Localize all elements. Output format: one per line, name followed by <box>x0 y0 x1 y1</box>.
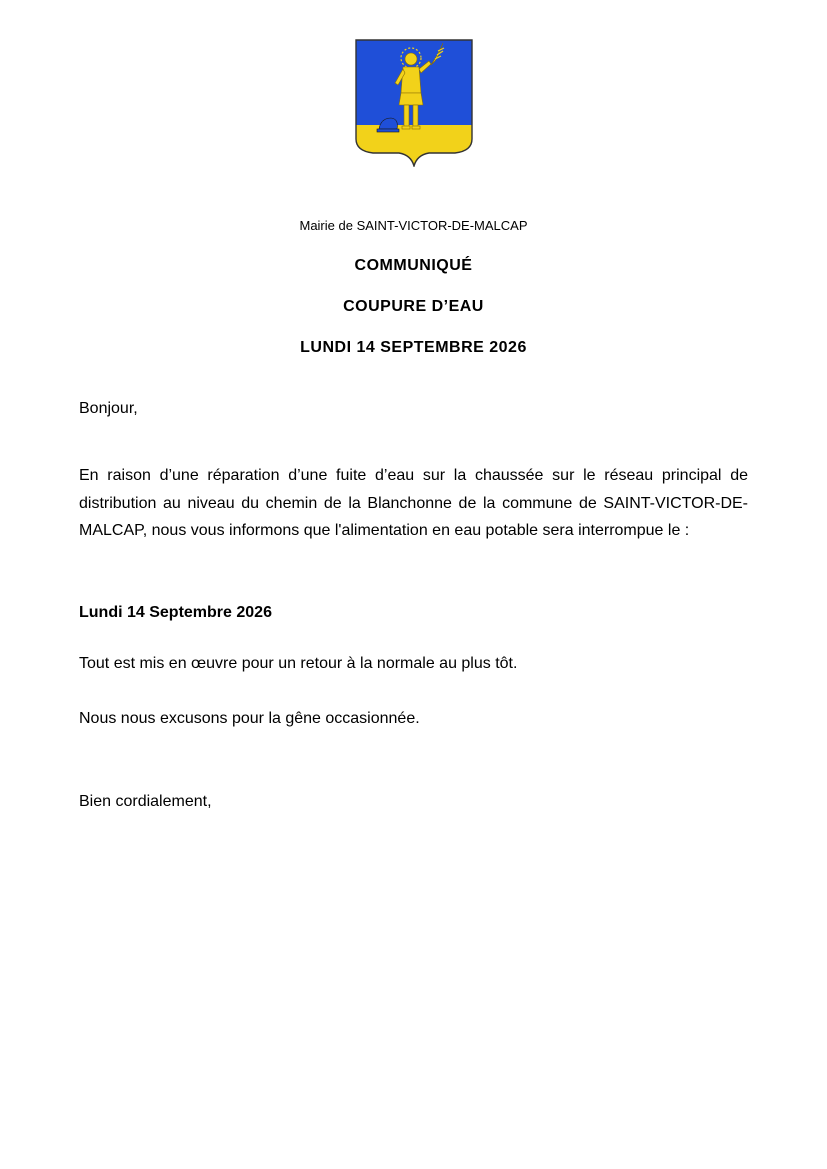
date-title: LUNDI 14 SEPTEMBRE 2026 <box>300 339 527 356</box>
mairie-name: Mairie de SAINT-VICTOR-DE-MALCAP <box>299 218 528 233</box>
communique-title: COMMUNIQUÉ <box>354 257 473 274</box>
subject-title: COUPURE D’EAU <box>343 298 484 315</box>
closing-line: Bien cordialement, <box>79 793 212 810</box>
interruption-date: Lundi 14 Septembre 2026 <box>79 604 272 621</box>
greeting: Bonjour, <box>79 400 138 417</box>
apology-line: Nous nous excusons pour la gêne occasionnée. <box>79 710 420 727</box>
announcement-paragraph: En raison d’une réparation d’une fuite d’eau sur la chaussée sur le réseau principal de distribution au niveau du chemin de la Blanchonne de la commune de SAINT-VICTOR-DE-MALCAP, nous vous informons que l'alimentation en eau potable sera interrompue le : <box>79 467 748 539</box>
return-notice: Tout est mis en œuvre pour un retour à la normale au plus tôt. <box>79 655 518 672</box>
coat-of-arms-logo <box>355 39 473 167</box>
